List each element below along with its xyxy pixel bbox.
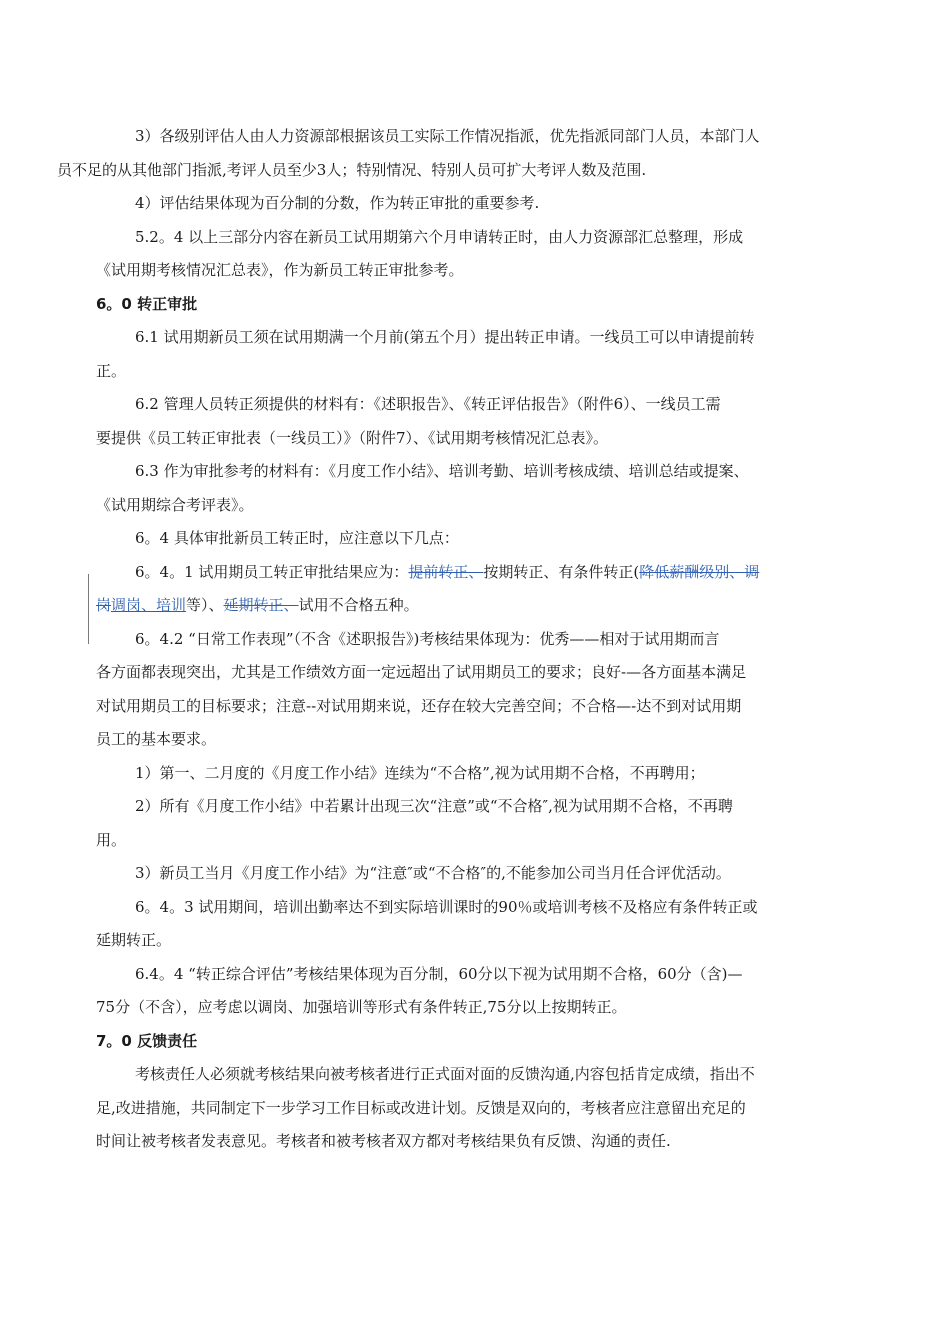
text-line: 2）所有《月度工作小结》中若累计出现三次“注意”或“不合格″,视为试用期不合格，不再聘 <box>135 797 733 815</box>
text-line: 时间让被考核者发表意见。考核者和被考核者双方都对考核结果负有反馈、沟通的责任. <box>96 1132 671 1150</box>
paragraph-6-2 <box>96 388 844 455</box>
text-line: 6.4。4 “转正综合评估”考核结果体现为百分制，60分以下视为试用期不合格，60分（含)— <box>135 964 743 983</box>
paragraph-evaluator-assignment <box>57 120 844 187</box>
paragraph-6-4-3 <box>96 891 844 958</box>
text-line: 对试用期员工的目标要求；注意--对试用期来说，还存在较大完善空间；不合格—-达不到对试用期 <box>96 696 742 715</box>
text-line: 足,改进措施，共同制定下一步学习工作目标或改进计划。反馈是双向的，考核者应注意留出充足的 <box>96 1098 746 1117</box>
text-line: 6.1 试用期新员工须在试用期满一个月前(第五个月）提出转正申请。一线员工可以申请提前转 <box>135 328 755 346</box>
text-line <box>96 556 844 590</box>
text-line: 《试用期考核情况汇总表》，作为新员工转正审批参考。 <box>96 261 464 279</box>
text-run: 按期转正、有条件转正( <box>483 562 640 581</box>
text-line: 员不足的从其他部门指派,考评人员至少3人；特别情况、特别人员可扩大考评人数及范围. <box>57 160 647 179</box>
deleted-text: 提前转正、 <box>408 562 484 581</box>
section-heading-7: 7。0 反馈责任 <box>96 1031 198 1050</box>
text-line: 6。4 具体审批新员工转正时，应注意以下几点： <box>135 529 459 547</box>
text-line: 考核责任人必须就考核结果向被考核者进行正式面对面的反馈沟通,内容包括肯定成绩，指出不 <box>135 1065 755 1083</box>
text-line: 要提供《员工转正审批表（一线员工）》（附件7）、《试用期考核情况汇总表》。 <box>96 428 609 447</box>
text-line: 正。 <box>96 361 127 380</box>
text-line: 《试用期综合考评表》。 <box>96 495 254 514</box>
paragraph-6-4-2 <box>96 623 844 757</box>
list-item-2 <box>96 790 844 857</box>
paragraph-evaluation-result <box>96 187 844 221</box>
text-line: 延期转正。 <box>96 931 172 949</box>
deleted-text: 降低薪酬级别、调 <box>639 562 760 581</box>
text-line: 员工的基本要求。 <box>96 730 217 748</box>
text-line: 5.2。4 以上三部分内容在新员工试用期第六个月申请转正时，由人力资源部汇总整理，形成 <box>135 227 744 246</box>
text-line: 6.2 管理人员转正须提供的材料有：《述职报告》、《转正评估报告》（附件6）、一线员工需 <box>135 395 721 413</box>
paragraph-5-2-4 <box>96 221 844 288</box>
deleted-text: 岗 <box>96 596 112 614</box>
text-run: 6。4。1 试用期员工转正审批结果应为： <box>135 562 409 581</box>
text-line: 各方面都表现突出，尤其是工作绩效方面一定远超出了试用期员工的要求；良好-—各方面基本满足 <box>96 663 747 681</box>
paragraph-6-4-1-tracked-changes <box>96 556 844 623</box>
section-heading-6: 6。0 转正审批 <box>96 294 198 313</box>
text-run: 试用不合格五种。 <box>298 596 419 614</box>
deleted-text: 延期转正、 <box>223 596 299 614</box>
text-line: 6.3 作为审批参考的材料有：《月度工作小结》、培训考勤、培训考核成绩、培训总结或提案、 <box>135 462 749 480</box>
list-item-1 <box>96 757 844 791</box>
text-line: 6。4.2 “日常工作表现”（不含《述职报告》)考核结果体现为：优秀——相对于试用期而言 <box>135 629 720 648</box>
text-line: 4）评估结果体现为百分制的分数，作为转正审批的重要参考. <box>135 194 540 212</box>
text-line: 3）新员工当月《月度工作小结》为“注意″或“不合格″的,不能参加公司当月任合评优活动。 <box>135 864 731 882</box>
paragraph-6-4-4 <box>96 958 844 1025</box>
text-line <box>57 589 844 623</box>
inserted-text: 调岗、培训 <box>111 596 187 614</box>
paragraph-6-3 <box>96 455 844 522</box>
document-body <box>57 120 844 1159</box>
paragraph-6-1 <box>96 321 844 388</box>
text-line: 3）各级别评估人由人力资源部根据该员工实际工作情况指派，优先指派同部门人员，本部门人 <box>135 127 760 145</box>
paragraph-feedback <box>96 1058 844 1159</box>
text-line: 用。 <box>96 830 127 849</box>
list-item-3 <box>96 857 844 891</box>
text-line: 75分（不含），应考虑以调岗、加强培训等形式有条件转正,75分以上按期转正。 <box>96 998 627 1016</box>
text-line: 6。4。3 试用期间，培训出勤率达不到实际培训课时的90％或培训考核不及格应有条件转正或 <box>135 897 758 916</box>
paragraph-6-4 <box>96 522 844 556</box>
text-line: 1）第一、二月度的《月度工作小结》连续为“不合格”,视为试用期不合格，不再聘用； <box>135 763 705 782</box>
text-run: 等）、 <box>186 596 224 614</box>
